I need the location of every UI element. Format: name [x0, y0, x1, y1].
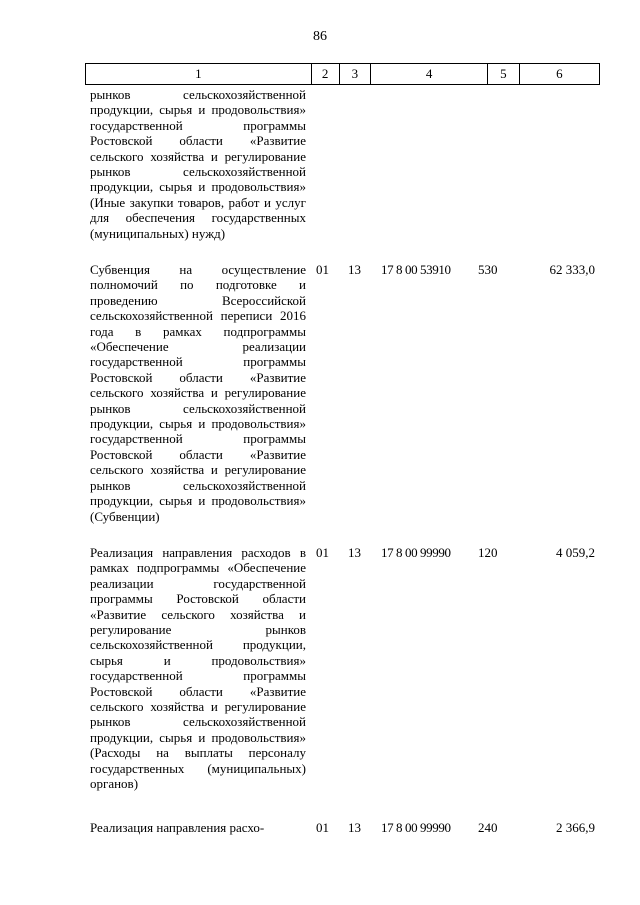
- row-2-amount: 4 059,2: [556, 545, 595, 560]
- header-col-4: 4: [371, 64, 488, 84]
- row-1-subsection: 13: [348, 262, 361, 277]
- row-2-subsection: 13: [348, 545, 361, 560]
- row-0-description: рынков сельскохозяйственной продукции, сырья и продовольствия» государственной программы Ростовской области «Развитие сельского хозяйства и регулирование рынков сельскохозяйственной продукции, сырья и продовольствия» (Иные закупки товаров, работ и услуг для обеспечения государственных (муниципальных) нужд): [90, 87, 306, 241]
- row-1-expense-type: 530: [478, 262, 498, 277]
- row-2-description: Реализация направления расходов в рамках подпрограммы «Обеспечение реализации государственной программы Ростовской области «Развитие сельского хозяйства и регулирование рынков сельскохозяйственной продукции, сырья и продовольствия» государственной программы Ростовской области «Развитие сельского хозяйства и регулирование рынков сельскохозяйственной продукции, сырья и продовольствия» (Расходы на выплаты персоналу государственных (муниципальных) органов): [90, 545, 306, 792]
- row-2-expense-type: 120: [478, 545, 498, 560]
- row-2-target-article: 17 8 00 99990: [381, 545, 451, 560]
- row-3-expense-type: 240: [478, 820, 498, 835]
- page-number: 86: [313, 29, 327, 44]
- header-col-6: 6: [556, 66, 563, 81]
- row-1-amount: 62 333,0: [549, 262, 595, 277]
- row-1-target-article: 17 8 00 53910: [381, 262, 451, 277]
- row-3-amount: 2 366,9: [556, 820, 595, 835]
- table-header: [85, 63, 600, 85]
- row-3-description: Реализация направления расхо-: [90, 820, 265, 835]
- row-3-subsection: 13: [348, 820, 361, 835]
- header-col-1: 1: [86, 64, 312, 84]
- row-3-target-article: 17 8 00 99990: [381, 820, 451, 835]
- header-col-2: 2: [312, 64, 340, 84]
- header-col-3: 3: [340, 64, 372, 84]
- header-col-5: 5: [488, 64, 520, 84]
- row-2-section: 01: [316, 545, 329, 560]
- row-1-description: Субвенция на осуществление полномочий по подготовке и проведению Всероссийской сельскохозяйственной переписи 2016 года в рамках подпрограммы «Обеспечение реализации государственной программы Ростовской области «Развитие сельского хозяйства и регулирование рынков сельскохозяйственной продукции, сырья и продовольствия» государственной программы Ростовской области «Развитие сельского хозяйства и регулирование рынков сельскохозяйственной продукции, сырья и продовольствия» (Субвенции): [90, 262, 306, 524]
- row-3-section: 01: [316, 820, 329, 835]
- row-1-section: 01: [316, 262, 329, 277]
